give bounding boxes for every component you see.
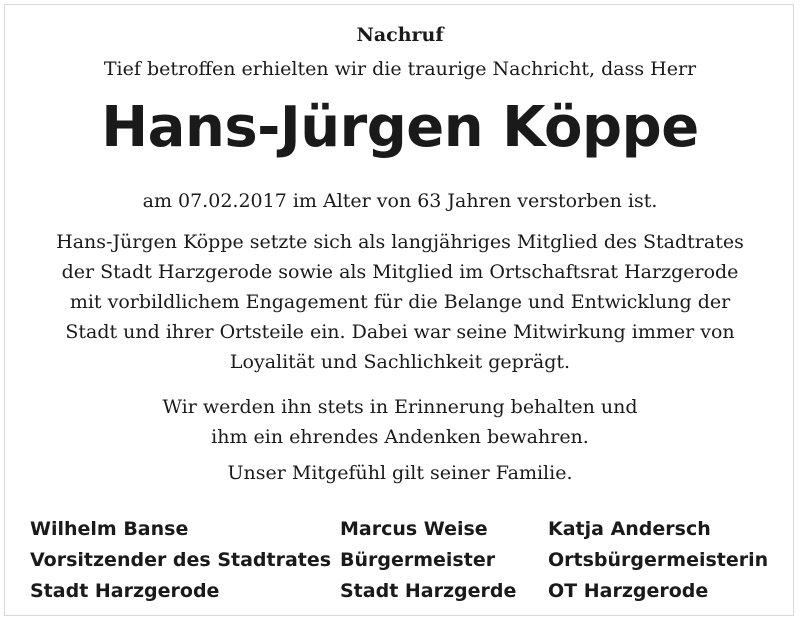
signatory-place: Stadt Harzgerode bbox=[30, 580, 220, 602]
tribute-line: mit vorbildlichem Engagement für die Belange und Entwicklung der bbox=[69, 291, 731, 313]
tribute-line: Hans-Jürgen Köppe setzte sich als langjähriges Mitglied des Stadtrates bbox=[56, 231, 744, 253]
intro-line: Tief betroffen erhielten wir die traurige Nachricht, dass Herr bbox=[103, 58, 697, 80]
tribute-line: der Stadt Harzgerode sowie als Mitglied im Ortschaftsrat Harzgerode bbox=[61, 261, 739, 283]
signatory-name: Marcus Weise bbox=[340, 518, 488, 540]
signatory-place: Stadt Harzgerde bbox=[340, 580, 517, 602]
tribute-paragraph bbox=[0, 227, 800, 377]
signatory-role: Ortsbürgermeisterin bbox=[548, 549, 769, 571]
signatory-role: Bürgermeister bbox=[340, 549, 496, 571]
signatory-andersch bbox=[548, 514, 768, 607]
deceased-name: Hans-Jürgen Köppe bbox=[101, 95, 699, 160]
signatory-name: Wilhelm Banse bbox=[30, 518, 189, 540]
tribute-line: Stadt und ihrer Ortsteile ein. Dabei war seine Mitwirkung immer von bbox=[65, 321, 735, 343]
condolence-line: Unser Mitgefühl gilt seiner Familie. bbox=[227, 462, 573, 484]
signatory-banse bbox=[30, 514, 331, 607]
signatory-place: OT Harzgerode bbox=[548, 580, 709, 602]
remembrance-line: Wir werden ihn stets in Erinnerung behalten und bbox=[162, 396, 638, 418]
remembrance-text bbox=[0, 392, 800, 452]
remembrance-line: ihm ein ehrendes Andenken bewahren. bbox=[211, 426, 589, 448]
notice-heading: Nachruf bbox=[356, 24, 444, 46]
signatory-name: Katja Andersch bbox=[548, 518, 711, 540]
tribute-line: Loyalität und Sachlichkeit geprägt. bbox=[229, 351, 571, 373]
signatory-role: Vorsitzender des Stadtrates bbox=[30, 549, 332, 571]
signatory-weise bbox=[340, 514, 516, 607]
death-date-line: am 07.02.2017 im Alter von 63 Jahren verstorben ist. bbox=[142, 190, 658, 212]
